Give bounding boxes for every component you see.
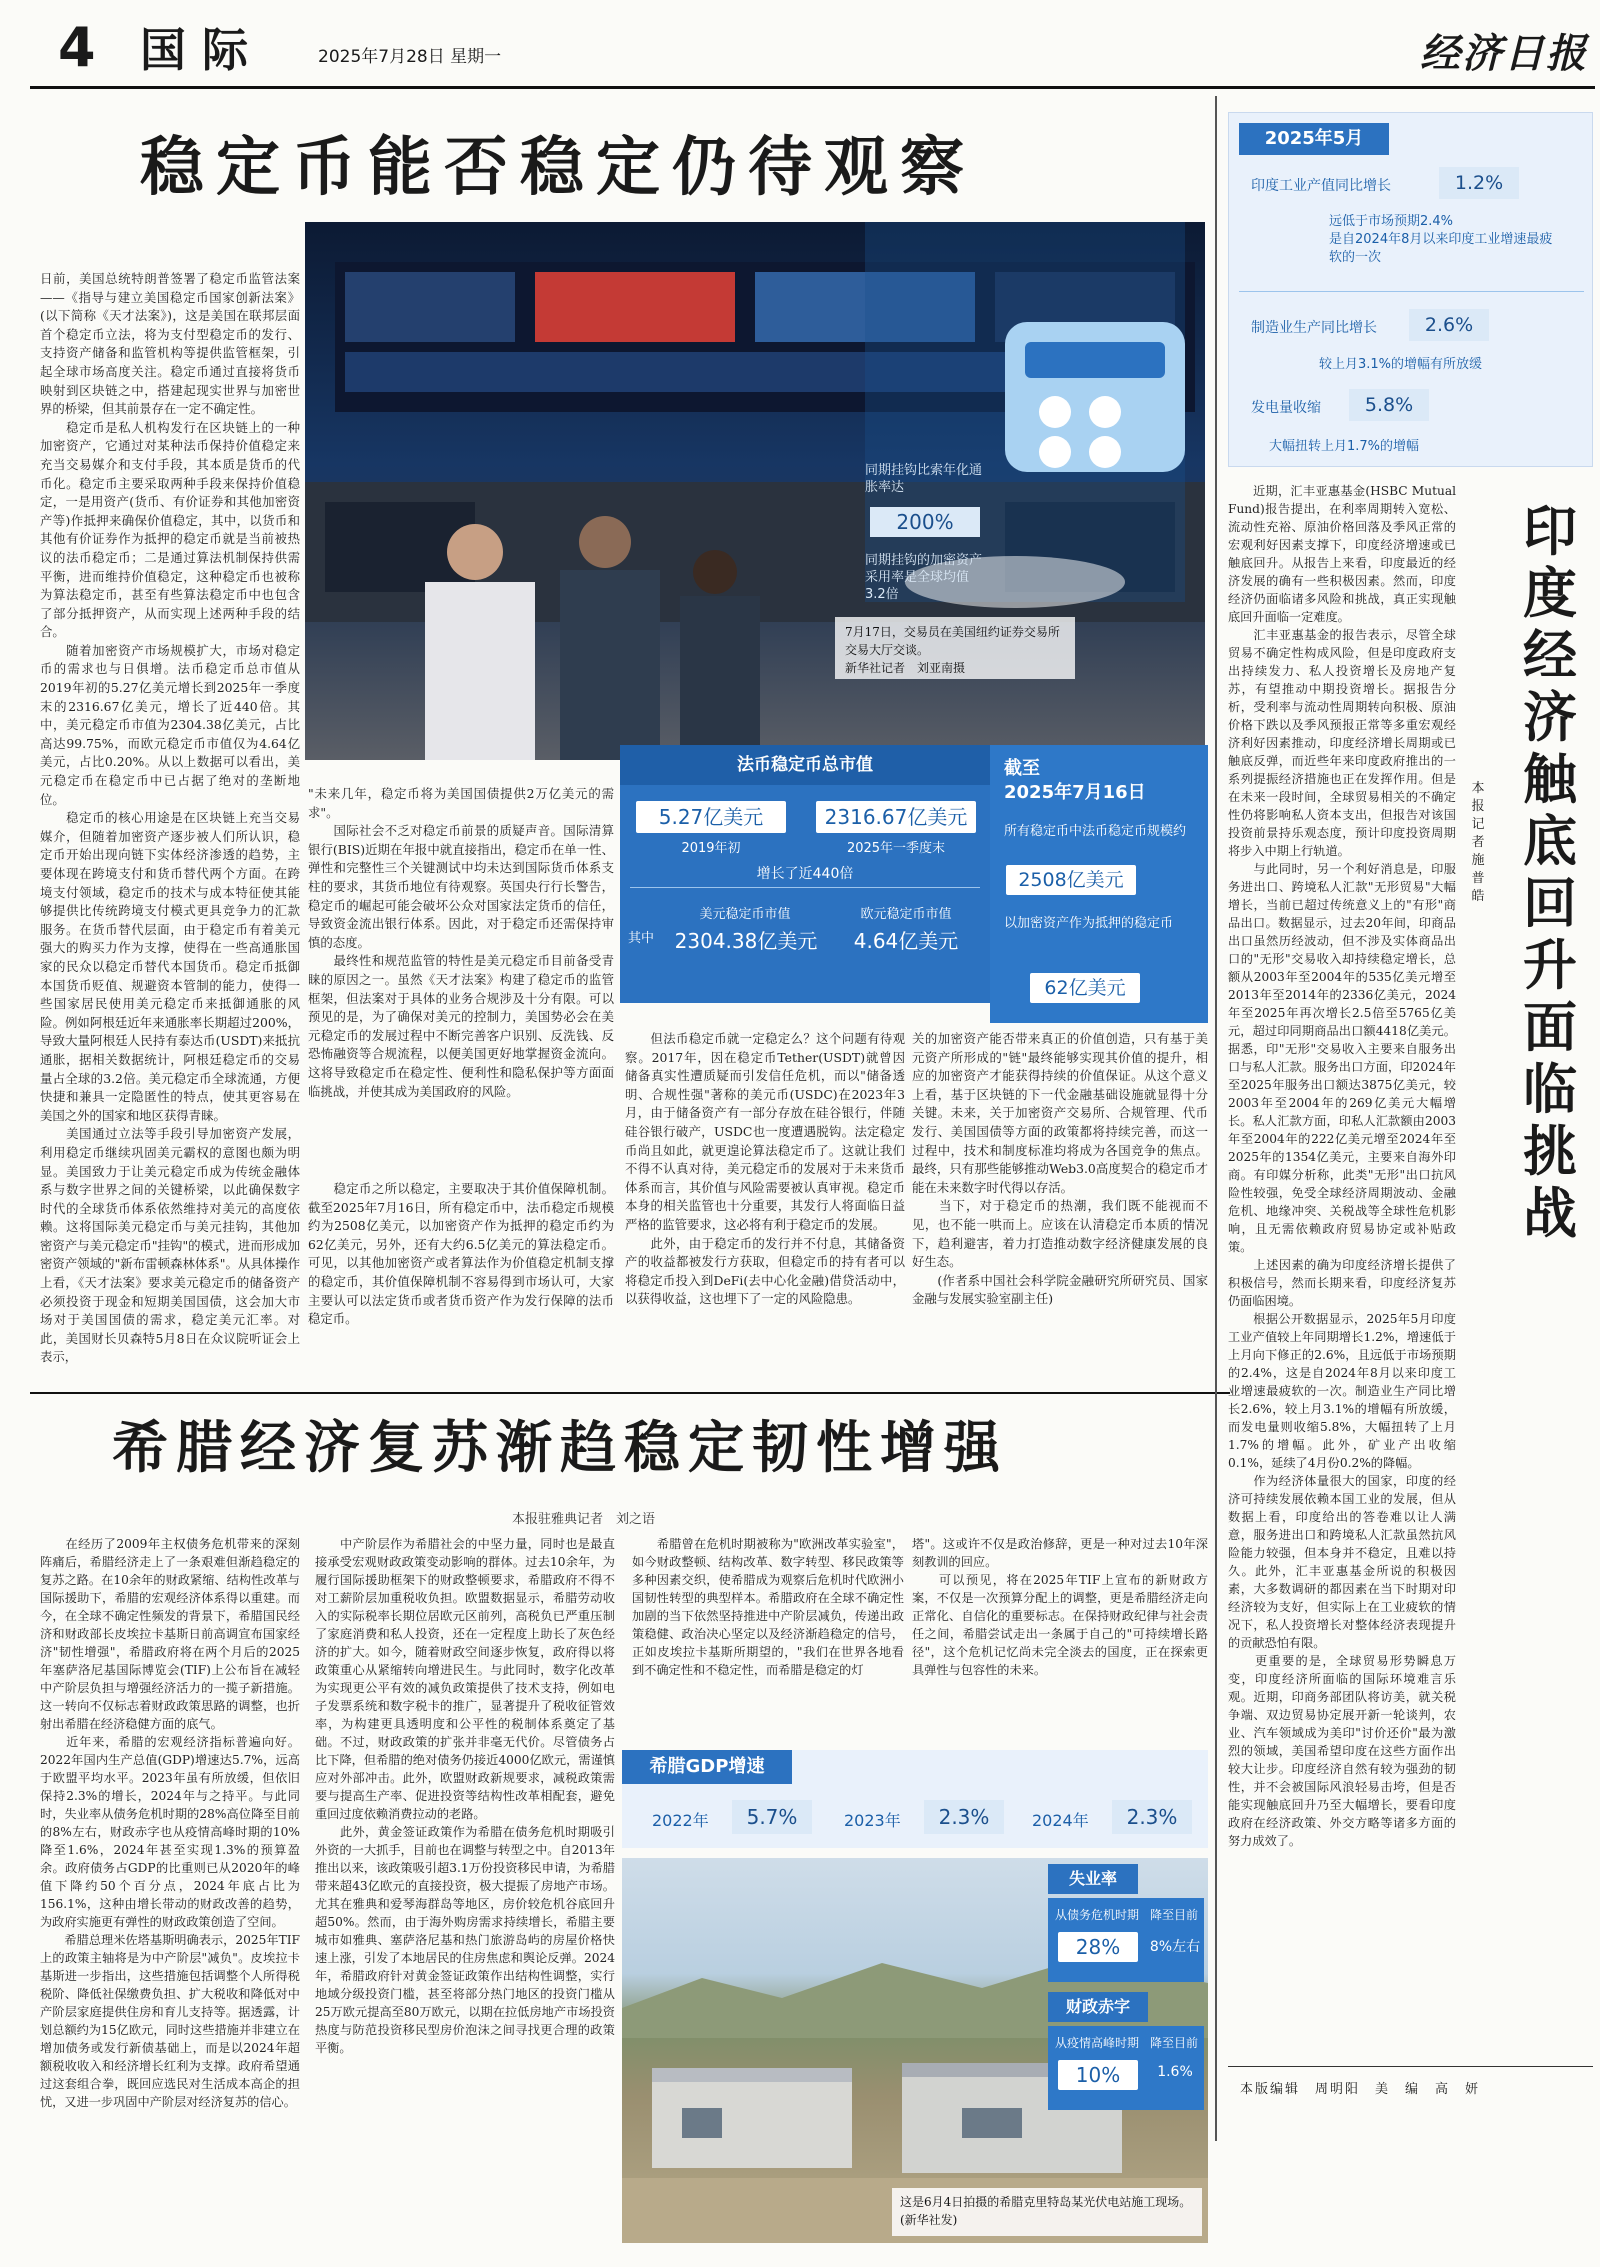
unemployment-value-now: 8%左右 bbox=[1149, 1939, 1201, 1955]
size-fiat-label: 所有稳定币中法币稳定币规模约 bbox=[1004, 824, 1187, 839]
trading-floor-photo bbox=[305, 222, 1205, 760]
fiat-label-2019: 2019年初 bbox=[681, 841, 741, 856]
section-title: 国际 bbox=[140, 23, 264, 77]
greece-stats-card bbox=[1042, 1858, 1208, 2158]
gdp-year-2022: 2022年 bbox=[652, 1811, 709, 1830]
photo-stat2-label: 同期挂钩的加密资产采用率是全球均值3.2倍 bbox=[865, 553, 983, 602]
eur-stablecoin-label: 欧元稳定币市值 bbox=[860, 907, 952, 922]
photo-caption: 7月17日，交易员在美国纽约证券交易所交易大厅交谈。 新华社记者 刘亚南摄 bbox=[835, 617, 1075, 679]
article-stablecoin-col2: "未来几年，稳定币将为美国国债提供2万亿美元的需求"。 国际社会不乏对稳定币前景的质疑声音。国际清算银行(BIS)近期在年报中就直接指出，稳定币在单一性、弹性和完整性三个关键测试中均未达到国际货币体系支柱的要求，其货币地位有待观察。英国央行行长警告，稳定币的崛起可能会破坏公众对国家法定货币的信任，导致资金流出银行体系。因此，对于稳定币还需保持审慎的态度。 最终性和规范监管的特性是美元稳定币目前备受青睐的原因之一。虽然《天才法案》构建了稳定币的监管框架，但法案对于具体的业务合规涉及十分有限。可以预见的是，为了确保对美元的控制力，美国势必会在美元稳定币的发展过程中不断完善客户识别、反洗钱、反恐怖融资等合规流程，以便美国更好地掌握资金流向。这将导致稳定币在稳定性、便利性和隐私保护等方面面临挑战，并使其成为美国政府的风险。 bbox=[308, 786, 614, 1099]
fiat-value-2025: 2316.67亿美元 bbox=[816, 801, 976, 833]
size-fiat-value: 2508亿美元 bbox=[1006, 865, 1136, 895]
article-greece-title: 希腊经济复苏渐趋稳定韧性增强 bbox=[112, 1415, 1008, 1481]
article-greece-col4: 塔"。这或许不仅是政治修辞，更是一种对过去10年深刻教训的回应。 可以预见，将在2025年TIF上宣布的新财政方案，不仅是一次预算分配上的调整，更是希腊经济走向正常化、自信化的重要标志。在保持财政纪律与社会责任之间，希腊尝试走出一条属于自己的"可持续增长路径"，这个危机记忆尚未完全淡去的国度，正在探索更具弹性与包容性的未来。 bbox=[912, 1537, 1208, 1677]
eur-stablecoin-value: 4.64亿美元 bbox=[853, 929, 959, 953]
deficit-title: 财政赤字 bbox=[1048, 1992, 1148, 2022]
editor-rule bbox=[1228, 2066, 1593, 2067]
column-divider bbox=[1215, 96, 1217, 2141]
fiat-value-2019: 5.27亿美元 bbox=[636, 801, 786, 833]
banner-divider bbox=[1239, 291, 1584, 292]
size-crypto-value: 62亿美元 bbox=[1030, 973, 1140, 1003]
article-stablecoin-col3: 稳定币之所以稳定，主要取决于其价值保障机制。截至2025年7月16日，所有稳定币中，法币稳定币规模约为2508亿美元，以加密资产作为抵押的稳定币约为62亿美元，另外，还有大约6.5亿美元的算法稳定币。可见，以其他加密资产或者算法作为价值稳定机制支撑的稳定币，其价值保障机制不容易得到市场认可，大家主要认可以法定货币或者货币资产作为发行保障的法币稳定币。 bbox=[308, 1181, 614, 1327]
fiat-panel-title: 法币稳定币总市值 bbox=[620, 745, 990, 785]
newspaper-logo: 经济日报 bbox=[1420, 30, 1588, 77]
india-power-label: 发电量收缩 bbox=[1251, 400, 1321, 416]
photo-stat1-label: 同期挂钩比索年化通胀率达 bbox=[865, 463, 983, 495]
india-banner-year: 2025年5月 bbox=[1239, 123, 1389, 155]
issue-date: 2025年7月28日 星期一 bbox=[318, 47, 502, 67]
india-data-banner bbox=[1228, 112, 1593, 467]
fiat-growth: 增长了近440倍 bbox=[756, 866, 854, 882]
unemployment-label-now: 降至目前 bbox=[1149, 1908, 1198, 1922]
editors-credit: 本版编辑 周明阳 美 编 高 妍 bbox=[1240, 2082, 1481, 2097]
india-industry-label: 印度工业产值同比增长 bbox=[1251, 178, 1391, 194]
gdp-year-2024: 2024年 bbox=[1032, 1811, 1089, 1830]
size-crypto-label: 以加密资产作为抵押的稳定币 bbox=[1004, 916, 1174, 931]
article-greece-col3: 希腊曾在危机时期被称为"欧洲改革实验室"，如今财政整顿、结构改革、数字转型、移民政策等多种因素交织，使希腊成为观察后危机时代欧洲小国韧性转型的典型样本。希腊政府在全球不确定性加剧的当下依然坚持推进中产阶层减负，传递出政策稳健、政治决心坚定以及经济渐趋稳定的信号，正如皮埃拉卡基斯所期望的，"我们在世界各地看到不确定性和不稳定性，而希腊是稳定的灯 bbox=[632, 1537, 904, 1677]
unemployment-label-peak: 从债务危机时期 bbox=[1054, 1908, 1139, 1922]
fiat-of-which: 其中 bbox=[628, 931, 655, 946]
greece-photo-caption: 这是6月4日拍摄的希腊克里特岛某光伏电站施工现场。 (新华社发) bbox=[892, 2188, 1202, 2236]
section-divider bbox=[30, 1392, 1230, 1394]
gdp-value-2024: 2.3% bbox=[1112, 1800, 1192, 1834]
article-india-reporter: 本报记者 施普皓 bbox=[1471, 781, 1498, 904]
article-greece-col2: 中产阶层作为希腊社会的中坚力量，同时也是最直接承受宏观财政政策变动影响的群体。过去10余年，为履行国际援助框架下的财政整顿要求，希腊政府不得不对工薪阶层加重税收负担。欧盟数据显示，希腊劳动收入的实际税率长期位居欧元区前列，高税负已严重压制了家庭消费和私人投资，还在一定程度上助长了灰色经济的扩大。如今，随着财政空间逐步恢复，政府得以将政策重心从紧缩转向增进民生。与此同时，数字化改革为实现更公平有效的减负政策提供了技术支持，例如电子发票系统和数字税卡的推广，显著提升了税收征管效率，为构建更具透明度和公平性的税制体系奠定了基础。不过，财政政策的扩张并非毫无代价。尽管债务占比下降，但希腊的绝对债务仍接近4000亿欧元，需谨慎应对外部冲击。此外，欧盟财政新规要求，减税政策需要与提高生产率、促进投资等结构性改革相配套，避免重回过度依赖消费拉动的老路。 此外，黄金签证政策作为希腊在债务危机时期吸引外资的一大抓手，目前也在调整与转型之中。自2013年推出以来，该政策吸引超3.1万份投资移民申请，为希腊带来超43亿欧元的直接投资，极大提振了房地产市场。尤其在雅典和爱琴海群岛等地区，房价较危机谷底回升超50%。然而，由于海外购房需求持续增长，希腊主要城市如雅典、塞萨洛尼基和热门旅游岛屿的房屋价格快速上涨，引发了本地居民的住房焦虑和舆论反弹。2024年，希腊政府针对黄金签证政策作出结构性调整，实行地域分级投资门槛，甚至将部分热门地区的投资门槛从25万欧元提高至80万欧元，以期在拉低房地产市场投资热度与防范投资移民型房价泡沫之间寻找更合理的政策平衡。 bbox=[315, 1537, 615, 2055]
fiat-divider bbox=[630, 887, 980, 888]
usd-stablecoin-label: 美元稳定币市值 bbox=[699, 907, 791, 922]
article-india-title: 印度经济触底回升面临挑战 bbox=[1523, 499, 1577, 1245]
india-manufacturing-value: 2.6% bbox=[1409, 309, 1489, 341]
trading-floor-illustration bbox=[305, 222, 1205, 760]
unemployment-value-peak: 28% bbox=[1058, 1932, 1138, 1962]
deficit-value-now: 1.6% bbox=[1157, 2064, 1193, 2080]
india-industry-note: 远低于市场预期2.4% 是自2024年8月以来印度工业增速最疲软的一次 bbox=[1329, 214, 1553, 265]
fiat-label-2025: 2025年一季度末 bbox=[846, 841, 946, 856]
article-greece-col1: 在经历了2009年主权债务危机带来的深刻阵痛后，希腊经济走上了一条艰难但渐趋稳定的复苏之路。在10余年的财政紧缩、结构性改革与国际援助下，希腊的宏观经济体系得以重建。而今，在全球不确定性频发的背景下，希腊国民经济和财政部长皮埃拉卡基斯日前高调宣布国家经济"韧性增强"，希腊政府将在两个月后的2025年塞萨洛尼基国际博览会(TIF)上公布旨在减轻中产阶层负担与增强经济活力的一揽子新措施。这一转向不仅标志着财政政策思路的调整，也折射出希腊在经济稳健方面的底气。 近年来，希腊的宏观经济指标普遍向好。2022年国内生产总值(GDP)增速达5.7%，远高于欧盟平均水平。2023年虽有所放缓，但依旧保持2.3%的增长，2024年与之持平。与此同时，失业率从债务危机时期的28%高位降至目前的8%左右，财政赤字也从疫情高峰时期的10%降至1.6%，2024年甚至实现1.3%的预算盈余。政府债务占GDP的比重则已从2020年的峰值下降约50个百分点，2024年底占比为156.1%，这种由增长带动的财政改善的趋势，为政府实施更有弹性的财政政策创造了空间。 希腊总理米佐塔基斯明确表示，2025年TIF上的政策主轴将是为中产阶层"减负"。皮埃拉卡基斯进一步指出，这些措施包括调整个人所得税税阶、降低社保缴费负担、扩大税收和降低对中产阶层家庭提供住房和育儿支持等。据透露，计划总额约为15亿欧元，同时这些措施并非建立在增加债务或发行新债基础上，而是以2024年超额税收收入和经济增长红利为支撑。政府希望通过这套组合拳，既回应选民对生活成本高企的担忧，又进一步巩固中产阶层对经济复苏的信心。 bbox=[40, 1537, 300, 2109]
article-stablecoin-col4: 但法币稳定币就一定稳定么？这个问题有待观察。2017年，因在稳定币Tether(USDT)就曾因储备真实性遭质疑而引发信任危机，而以"储备透明、合规性强"著称的美元币(USDC)在2023年3月，由于储备资产有一部分存放在硅谷银行，伴随硅谷银行破产，USDC也一度遭遇脱钩。法定稳定币尚且如此，就更遑论算法稳定币了。这就让我们不得不认真对待，美元稳定币的发展对于未来货币体系而言，其价值与风险需要被认真审视。稳定币本身的相关监管也十分重要，其发行人将面临日益严格的监管要求，这必将有利于稳定币的发展。 此外，由于稳定币的发行并不付息，其储备资产的收益都被发行方获取，但稳定币的持有者可以将稳定币投入到DeFi(去中心化金融)借贷活动中，以获得收益，这也埋下了一定的风险隐患。 bbox=[625, 1031, 905, 1307]
photo-stat1-value: 200% bbox=[870, 507, 980, 537]
india-industry-value: 1.2% bbox=[1439, 167, 1519, 199]
article-stablecoin-title: 稳定币能否稳定仍待观察 bbox=[140, 130, 976, 205]
gdp-value-2023: 2.3% bbox=[924, 1800, 1004, 1834]
article-greece-byline: 本报驻雅典记者 刘之语 bbox=[512, 1512, 656, 1527]
header-rule bbox=[30, 86, 1595, 89]
deficit-label-peak: 从疫情高峰时期 bbox=[1054, 2036, 1139, 2050]
greece-solar-photo bbox=[622, 1858, 1208, 2243]
fiat-stablecoin-panel bbox=[620, 745, 990, 1003]
page-number: 4 bbox=[58, 16, 96, 79]
india-manufacturing-note: 较上月3.1%的增幅有所放缓 bbox=[1319, 357, 1483, 372]
greece-gdp-panel bbox=[622, 1750, 1208, 1848]
india-power-value: 5.8% bbox=[1349, 389, 1429, 421]
article-stablecoin-col5: 关的加密资产能否带来真正的价值创造，只有基于美元资产所形成的"链"最终能够实现其价值的提升，相应的加密资产才能获得持续的价值保证。从这个意义上看，基于区块链的下一代金融基础设施就显得十分关键。未来，关于加密资产交易所、合规管理、代币发行、美国国债等方面的政策都将持续完善，而这一过程中，技术和制度标准均将成为各国竞争的焦点。最终，只有那些能够推动Web3.0高度契合的稳定币才能在未来数字时代得以存活。 当下，对于稳定币的热潮，我们既不能视而不见，也不能一哄而上。应该在认清稳定币本质的情况下，趋利避害，着力打造推动数字经济健康发展的良好生态。 (作者系中国社会科学院金融研究所研究员、国家金融与发展实验室副主任) bbox=[912, 1031, 1208, 1307]
unemployment-box bbox=[1048, 1898, 1204, 1982]
article-india-body: 近期，汇丰亚惠基金(HSBC Mutual Fund)报告提出，在利率周期转入宽松、流动性充裕、原油价格回落及季风正常的宏观利好因素支撑下，印度经济增速或已触底回升。从报告上来看，印度最近的经济发展的确有一些积极因素。然而，印度经济仍面临诸多风险和挑战，真正实现触底回升面临一定难度。 汇丰亚惠基金的报告表示，尽管全球贸易不确定性构成风险，但是印度政府支出持续发力、私人投资增长及房地产复苏，有望推动中期投资增长。据报告分析，受利率与流动性周期转向积极、原油价格下跌以及季风预报正常等多重宏观经济利好因素推动，印度经济增长周期或已触底反弹，而近些年来印度政府推出的一系列提振经济措施也正在发挥作用。但是在未来一段时间，全球贸易相关的不确定性仍将影响私人资本支出，但报告对该国投资前景持乐观态度，预计印度投资周期将步入中期上行轨道。 与此同时，另一个利好消息是，印服务进出口、跨境私人汇款"无形贸易"大幅增长，当前已超过传统意义上的"有形"商品出口。数据显示，过去20年间，印商品出口虽然历经波动，但不涉及实体商品出口的"无形"交易收入却持续稳定增长，总额从2003年至2004年的535亿美元增至2013年至2014年的2336亿美元，2024年至2025年再次增长2.5倍至5765亿美元，超过印同期商品出口额4418亿美元。据悉，印"无形"交易收入主要来自服务出口与私人汇款。服务出口方面，印2024年至2025年服务出口额达3875亿美元，较2003年至2004年的269亿美元大幅增长。私人汇款方面，印私人汇款额由2003年至2004年的222亿美元增至2024年至2025年的1354亿美元，主要来自海外印商。有印媒分析称，此类"无形"出口抗风险性较强，免受全球经济周期波动、金融危机、地缘冲突、关税战等全球性危机影响，且无需依赖政府贸易协定或补贴政策。 上述因素的确为印度经济增长提供了积极信号，然而长期来看，印度经济复苏仍面临困境。 根据公开数据显示，2025年5月印度工业产值较上年同期增长1.2%，增速低于上月向下修正的2.6%，且远低于市场预期的2.4%，这是自2024年8月以来印度工业增速最疲软的一次。制造业生产同比增长2.6%，较上月3.1%的增幅有所放缓，而发电量则收缩5.8%，大幅扭转了上月1.7%的增幅。此外，矿业产出收缩0.1%，延续了4月份0.2%的降幅。 作为经济体量很大的国家，印度的经济可持续发展依赖本国工业的发展，但从数据上看，印度给出的答卷难以让人满意，服务进出口和跨境私人汇款虽然抗风险能力较强，但本身并不稳定，且难以持久。此外，汇丰亚惠基金所说的积极因素，大多数调研的都因素在当下时期对印经济较为支好，但实际上在工业疲软的情况下，私人投资增长对整体经济表现提升的贡献恐怕有限。 更重要的是，全球贸易形势瞬息万变，印度经济所面临的国际环境难言乐观。近期，印商务部团队将访美，就关税争端、双边贸易协定展开新一轮谈判，农业、汽车领域成为美印"讨价还价"最为激烈的领域，美国希望印度在这些方面作出较大让步。印度经济自然有较为强劲的韧性，并不会被国际风浪轻易击垮，但是否能实现触底回升乃至大幅增长，要看印度政府在经济政策、外交方略等诸多方面的努力成效了。 bbox=[1228, 484, 1456, 1848]
gdp-value-2022: 5.7% bbox=[732, 1800, 812, 1834]
stablecoin-size-panel bbox=[990, 745, 1208, 1023]
india-manufacturing-label: 制造业生产同比增长 bbox=[1251, 320, 1377, 336]
unemployment-title: 失业率 bbox=[1048, 1864, 1138, 1894]
gdp-year-2023: 2023年 bbox=[844, 1811, 901, 1830]
size-panel-title: 截至 2025年7月16日 bbox=[1004, 758, 1146, 803]
gdp-panel-title: 希腊GDP增速 bbox=[622, 1750, 792, 1784]
usd-stablecoin-value: 2304.38亿美元 bbox=[674, 929, 818, 953]
deficit-value-peak: 10% bbox=[1058, 2060, 1138, 2090]
deficit-box bbox=[1048, 2026, 1204, 2110]
article-stablecoin-col1: 日前，美国总统特朗普签署了稳定币监管法案——《指导与建立美国稳定币国家创新法案》(以下简称《天才法案》)，这是美国在联邦层面首个稳定币立法，将为支付型稳定币的发行、支持资产储备和监管机构等提供监管框架，引起全球市场高度关注。稳定币通过直接将货币映射到区块链之中，搭建起现实世界与加密世界的桥梁，但其前景存在一定不确定性。 稳定币是私人机构发行在区块链上的一种加密资产，它通过对某种法币保持价值稳定来充当交易媒介和支付手段，其本质是货币的代币化。稳定币主要采取两种手段来保持价值稳定，一是用资产(货币、有价证券和其他加密资产等)作抵押来确保价值稳定，其中，以货币和其他有价证券作为抵押的稳定币就是当前被热议的法币稳定币；二是通过算法机制保持供需平衡，进而维持价值稳定，这种稳定币也被称为算法稳定币，甚至有些算法稳定币中也包含了部分抵押资产，从而实现上述两种手段的结合。 随着加密资产市场规模扩大，市场对稳定币的需求也与日俱增。法币稳定币总市值从2019年初的5.27亿美元增长到2025年一季度末的2316.67亿美元，增长了近440倍。其中，美元稳定币市值为2304.38亿美元，占比高达99.75%，而欧元稳定币市值仅为4.64亿美元，占比0.20%。从以上数据可以看出，美元稳定币在稳定币中已占据了绝对的垄断地位。 稳定币的核心用途是在区块链上充当交易媒介，但随着加密资产逐步被人们所认识，稳定币开始出现向链下实体经济渗透的趋势，主要体现在跨境支付和货币替代两个方面。在跨境支付领域，稳定币的技术与成本特征使其能够提供比传统跨境支付模式更具竞争力的汇款服务。在货币替代层面，由于稳定币有着美元强大的购买力作为支撑，使得在一些高通胀国家的民众以稳定币替代本国货币。稳定币抵御本国货币贬值、规避资本管制的能力，使得一些国家居民使用美元稳定币来抵御通胀的风险。例如阿根廷近年来通胀率长期超过200%，导致大量阿根廷人民持有泰达币(USDT)来抵抗通胀，据相关数据统计，阿根廷稳定币的交易量占全球的3.2倍。美元稳定币全球流通，方便快捷和兼具一定隐匿性的特点，使其更容易在美国之外的国家和地区获得青睐。 美国通过立法等手段引导加密资产发展，利用稳定币继续巩固美元霸权的意图也颇为明显。美国致力于让美元稳定币成为传统金融体系与数字世界之间的关键桥梁，以此确保数字时代的全球货币体系依然维持对美元的高度依赖。这将国际美元稳定币与美元挂钩，其他加密资产与美元稳定币"挂钩"的模式，进而形成加密资产领域的"新布雷顿森林体系"。从具体操作上看，《天才法案》要求美元稳定币的储备资产必须投资于现金和短期美国国债，这会加大市场对于美国国债的需求，稳定美元汇率。对此，美国财长贝森特5月8日在众议院听证会上表示， bbox=[40, 271, 300, 1365]
india-power-note: 大幅扭转上月1.7%的增幅 bbox=[1269, 439, 1420, 454]
deficit-label-now: 降至目前 bbox=[1149, 2036, 1198, 2050]
